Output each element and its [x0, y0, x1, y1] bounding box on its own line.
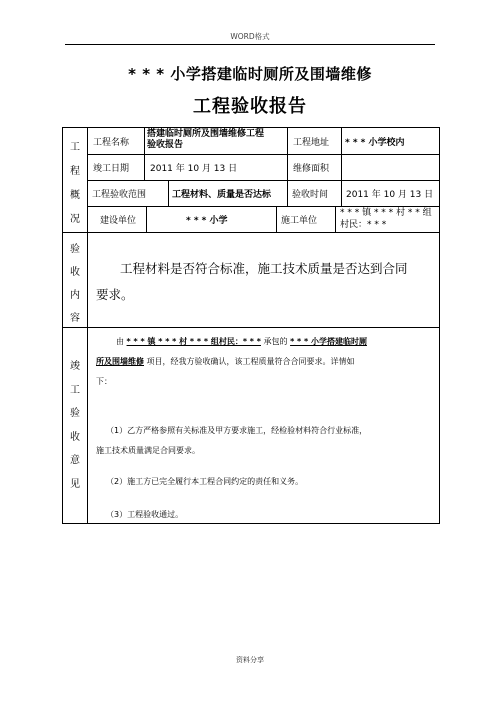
inspection-content-text: 工程材料是否符合标准，施工技术质量是否达到合同 要求。: [96, 261, 408, 302]
overview-side-label: 工 程 概 况: [70, 142, 80, 225]
title-line-1: * * * 小学搭建临时厕所及围墙维修: [128, 65, 372, 83]
owner-unit-value: * * * 小学: [186, 216, 228, 226]
inspection-time-label: 验收时间: [292, 190, 329, 200]
project-name-label: 工程名称: [93, 138, 130, 148]
inspection-scope-value: 工程材料、质量是否达标: [172, 190, 272, 200]
contractor-unit-label: 施工单位: [281, 216, 318, 226]
project-location-value: * * * 小学校内: [345, 138, 405, 148]
opinion-side-label: 竣 工 验 收 意 见: [70, 361, 80, 490]
repair-area-label: 维修面积: [293, 164, 330, 174]
inspection-time-value: 2011 年 10 月 13 日: [346, 190, 434, 200]
title-line-2: 工程验收报告: [193, 96, 307, 117]
opinion-item-2: （2）施工方已完全履行本工程合同约定的责任和义务。: [106, 477, 304, 486]
opinion-item-1: （1）乙方严格参照有关标准及甲方要求施工，经检验材料符合行业标准， 施工技术质量满足合同要求。: [96, 426, 368, 455]
opinion-item-3: （3）工程验收通过。: [106, 510, 184, 519]
content-side-label: 验 收 内 容: [70, 244, 80, 324]
page-header: WORD格式: [65, 30, 435, 45]
project-name-value: 搭建临时厕所及围墙维修工程 验收报告: [147, 129, 265, 150]
completion-date-label: 竣工日期: [93, 164, 130, 174]
completion-date-value: 2011 年 10 月 13 日: [150, 164, 238, 174]
contractor-unit-value: * * * 镇 * * * 村 * * 组 村民：* * *: [340, 208, 432, 230]
inspection-scope-label: 工程验收范围: [92, 190, 147, 200]
project-location-label: 工程地址: [293, 138, 330, 148]
opinion-paragraph: 由 * * * 镇 * * * 村 * * * 组村民：* * * 承包的 * * * 小学搭建临时厕 所及围墙维修 项目，经我方验收确认，该工程质量符合合同要求。详情如 下：: [96, 337, 367, 386]
page-footer: 资料分享: [236, 656, 264, 664]
owner-unit-label: 建设单位: [100, 216, 137, 226]
